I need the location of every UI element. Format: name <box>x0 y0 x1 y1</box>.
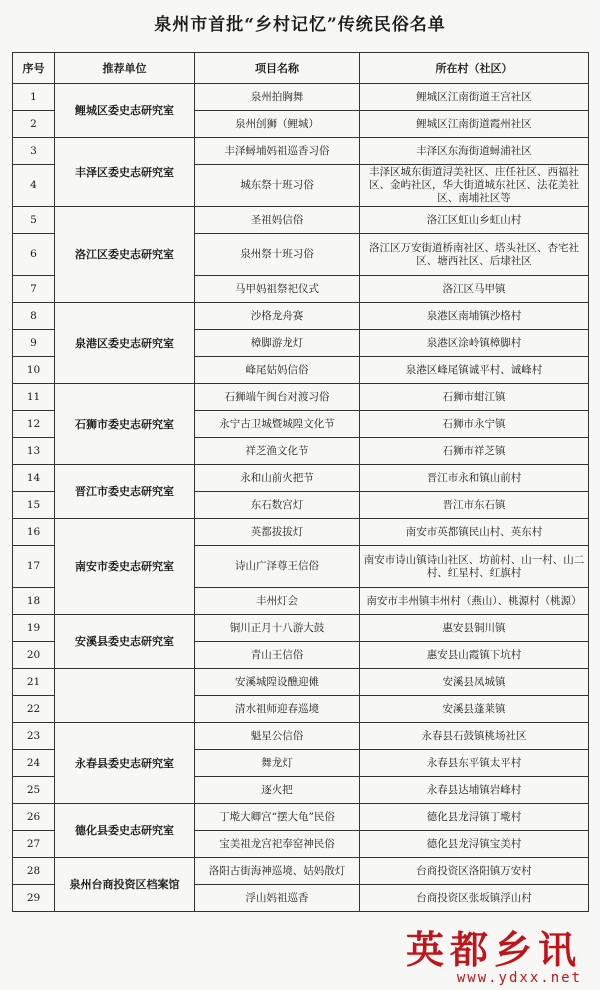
row-number: 15 <box>13 492 55 519</box>
unit-cell: 安溪县委史志研究室 <box>55 615 195 669</box>
row-number: 4 <box>13 165 55 207</box>
row-number: 23 <box>13 723 55 750</box>
project-name: 舞龙灯 <box>195 750 360 777</box>
village-name: 安溪县凤城镇 <box>360 669 589 696</box>
unit-cell: 永春县委史志研究室 <box>55 723 195 804</box>
table-row <box>13 723 589 750</box>
row-number: 29 <box>13 885 55 912</box>
project-name: 樟脚游龙灯 <box>195 330 360 357</box>
village-name: 永春县达埔镇岩峰村 <box>360 777 589 804</box>
village-name: 永春县石鼓镇桃场社区 <box>360 723 589 750</box>
project-name: 浮山妈祖巡香 <box>195 885 360 912</box>
project-name: 祥芝渔文化节 <box>195 438 360 465</box>
watermark <box>405 927 582 986</box>
table-row <box>13 858 589 885</box>
village-name: 台商投资区张坂镇浮山村 <box>360 885 589 912</box>
row-number: 11 <box>13 384 55 411</box>
row-number: 20 <box>13 642 55 669</box>
row-number: 14 <box>13 465 55 492</box>
header-project: 项目名称 <box>195 53 360 84</box>
village-name: 南安市英都镇民山村、英东村 <box>360 519 589 546</box>
project-name: 洛阳古街海神巡境、姑妈散灯 <box>195 858 360 885</box>
project-name: 永和山前火把节 <box>195 465 360 492</box>
project-name: 沙格龙舟赛 <box>195 303 360 330</box>
project-name: 城东祭十班习俗 <box>195 165 360 207</box>
project-name: 青山王信俗 <box>195 642 360 669</box>
unit-cell <box>55 669 195 723</box>
row-number: 2 <box>13 111 55 138</box>
village-name: 永春县东平镇太平村 <box>360 750 589 777</box>
table-row <box>13 804 589 831</box>
row-number: 24 <box>13 750 55 777</box>
unit-cell: 丰泽区委史志研究室 <box>55 138 195 207</box>
village-name: 洛江区万安街道桥南社区、塔头社区、杏宅社区、塘西社区、后埭社区 <box>360 234 589 276</box>
table-row <box>13 669 589 696</box>
table-row <box>13 384 589 411</box>
village-name: 惠安县铜川镇 <box>360 615 589 642</box>
table-header-row <box>13 53 589 84</box>
village-name: 德化县龙浔镇宝美村 <box>360 831 589 858</box>
village-name: 丰泽区东海街道蟳浦社区 <box>360 138 589 165</box>
unit-cell: 鲤城区委史志研究室 <box>55 84 195 138</box>
project-name: 丰泽蟳埔妈祖巡香习俗 <box>195 138 360 165</box>
project-name: 马甲妈祖祭祀仪式 <box>195 276 360 303</box>
village-name: 石狮市永宁镇 <box>360 411 589 438</box>
row-number: 10 <box>13 357 55 384</box>
row-number: 26 <box>13 804 55 831</box>
table-row <box>13 84 589 111</box>
project-name: 永宁古卫城暨城隍文化节 <box>195 411 360 438</box>
table-row <box>13 615 589 642</box>
village-name: 晋江市东石镇 <box>360 492 589 519</box>
project-name: 安溪城隍设醮迎傩 <box>195 669 360 696</box>
row-number: 21 <box>13 669 55 696</box>
village-name: 鲤城区江南街道王宫社区 <box>360 84 589 111</box>
project-name: 丰州灯会 <box>195 588 360 615</box>
row-number: 18 <box>13 588 55 615</box>
folk-custom-table <box>12 52 589 912</box>
row-number: 19 <box>13 615 55 642</box>
project-name: 峰尾姑妈信俗 <box>195 357 360 384</box>
project-name: 宝美祖龙宫祀奉窑神民俗 <box>195 831 360 858</box>
village-name: 晋江市永和镇山前村 <box>360 465 589 492</box>
project-name: 铜川正月十八游大鼓 <box>195 615 360 642</box>
row-number: 8 <box>13 303 55 330</box>
village-name: 洛江区马甲镇 <box>360 276 589 303</box>
village-name: 泉港区峰尾镇诚平村、诚峰村 <box>360 357 589 384</box>
row-number: 7 <box>13 276 55 303</box>
row-number: 28 <box>13 858 55 885</box>
watermark-name: 英都乡讯 <box>405 927 582 972</box>
table-row <box>13 303 589 330</box>
unit-cell: 晋江市委史志研究室 <box>55 465 195 519</box>
row-number: 1 <box>13 84 55 111</box>
row-number: 16 <box>13 519 55 546</box>
village-name: 南安市诗山镇诗山社区、坊前村、山一村、山二村、红星村、红旗村 <box>360 546 589 588</box>
row-number: 3 <box>13 138 55 165</box>
unit-cell: 洛江区委史志研究室 <box>55 207 195 303</box>
village-name: 鲤城区江南街道霞州社区 <box>360 111 589 138</box>
page-title: 泉州市首批“乡村记忆”传统民俗名单 <box>154 15 446 35</box>
village-name: 石狮市蚶江镇 <box>360 384 589 411</box>
table-row <box>13 138 589 165</box>
row-number: 25 <box>13 777 55 804</box>
unit-cell: 南安市委史志研究室 <box>55 519 195 615</box>
village-name: 丰泽区城东街道浔美社区、庄任社区、西福社区、金屿社区，华大街道城东社区、法花美社区、南埔社区等 <box>360 165 589 207</box>
row-number: 6 <box>13 234 55 276</box>
project-name: 逐火把 <box>195 777 360 804</box>
row-number: 27 <box>13 831 55 858</box>
unit-cell: 泉港区委史志研究室 <box>55 303 195 384</box>
village-name: 泉港区南埔镇沙格村 <box>360 303 589 330</box>
village-name: 泉港区涂岭镇樟脚村 <box>360 330 589 357</box>
project-name: 泉州祭十班习俗 <box>195 234 360 276</box>
village-name: 石狮市祥芝镇 <box>360 438 589 465</box>
project-name: 丁墘大卿宫“摆大龟”民俗 <box>195 804 360 831</box>
project-name: 石狮端午闽台对渡习俗 <box>195 384 360 411</box>
project-name: 东石数宫灯 <box>195 492 360 519</box>
row-number: 12 <box>13 411 55 438</box>
project-name: 清水祖师迎春巡境 <box>195 696 360 723</box>
project-name: 泉州拍胸舞 <box>195 84 360 111</box>
header-village: 所在村（社区） <box>360 53 589 84</box>
project-name: 魁星公信俗 <box>195 723 360 750</box>
project-name: 圣祖妈信俗 <box>195 207 360 234</box>
row-number: 17 <box>13 546 55 588</box>
village-name: 洛江区虹山乡虹山村 <box>360 207 589 234</box>
project-name: 英都拔拔灯 <box>195 519 360 546</box>
unit-cell: 石狮市委史志研究室 <box>55 384 195 465</box>
project-name: 泉州刣狮（鲤城） <box>195 111 360 138</box>
row-number: 9 <box>13 330 55 357</box>
unit-cell: 泉州台商投资区档案馆 <box>55 858 195 912</box>
project-name: 诗山广泽尊王信俗 <box>195 546 360 588</box>
village-name: 德化县龙浔镇丁墘村 <box>360 804 589 831</box>
table-row <box>13 519 589 546</box>
row-number: 13 <box>13 438 55 465</box>
row-number: 22 <box>13 696 55 723</box>
row-number: 5 <box>13 207 55 234</box>
unit-cell: 德化县委史志研究室 <box>55 804 195 858</box>
header-no: 序号 <box>13 53 55 84</box>
header-unit: 推荐单位 <box>55 53 195 84</box>
watermark-url: www.ydxx.net <box>456 970 582 986</box>
village-name: 台商投资区洛阳镇万安村 <box>360 858 589 885</box>
village-name: 南安市丰州镇丰州村（燕山）、桃源村（桃源） <box>360 588 589 615</box>
village-name: 惠安县山霞镇下坑村 <box>360 642 589 669</box>
village-name: 安溪县蓬莱镇 <box>360 696 589 723</box>
table-row <box>13 207 589 234</box>
table-row <box>13 465 589 492</box>
